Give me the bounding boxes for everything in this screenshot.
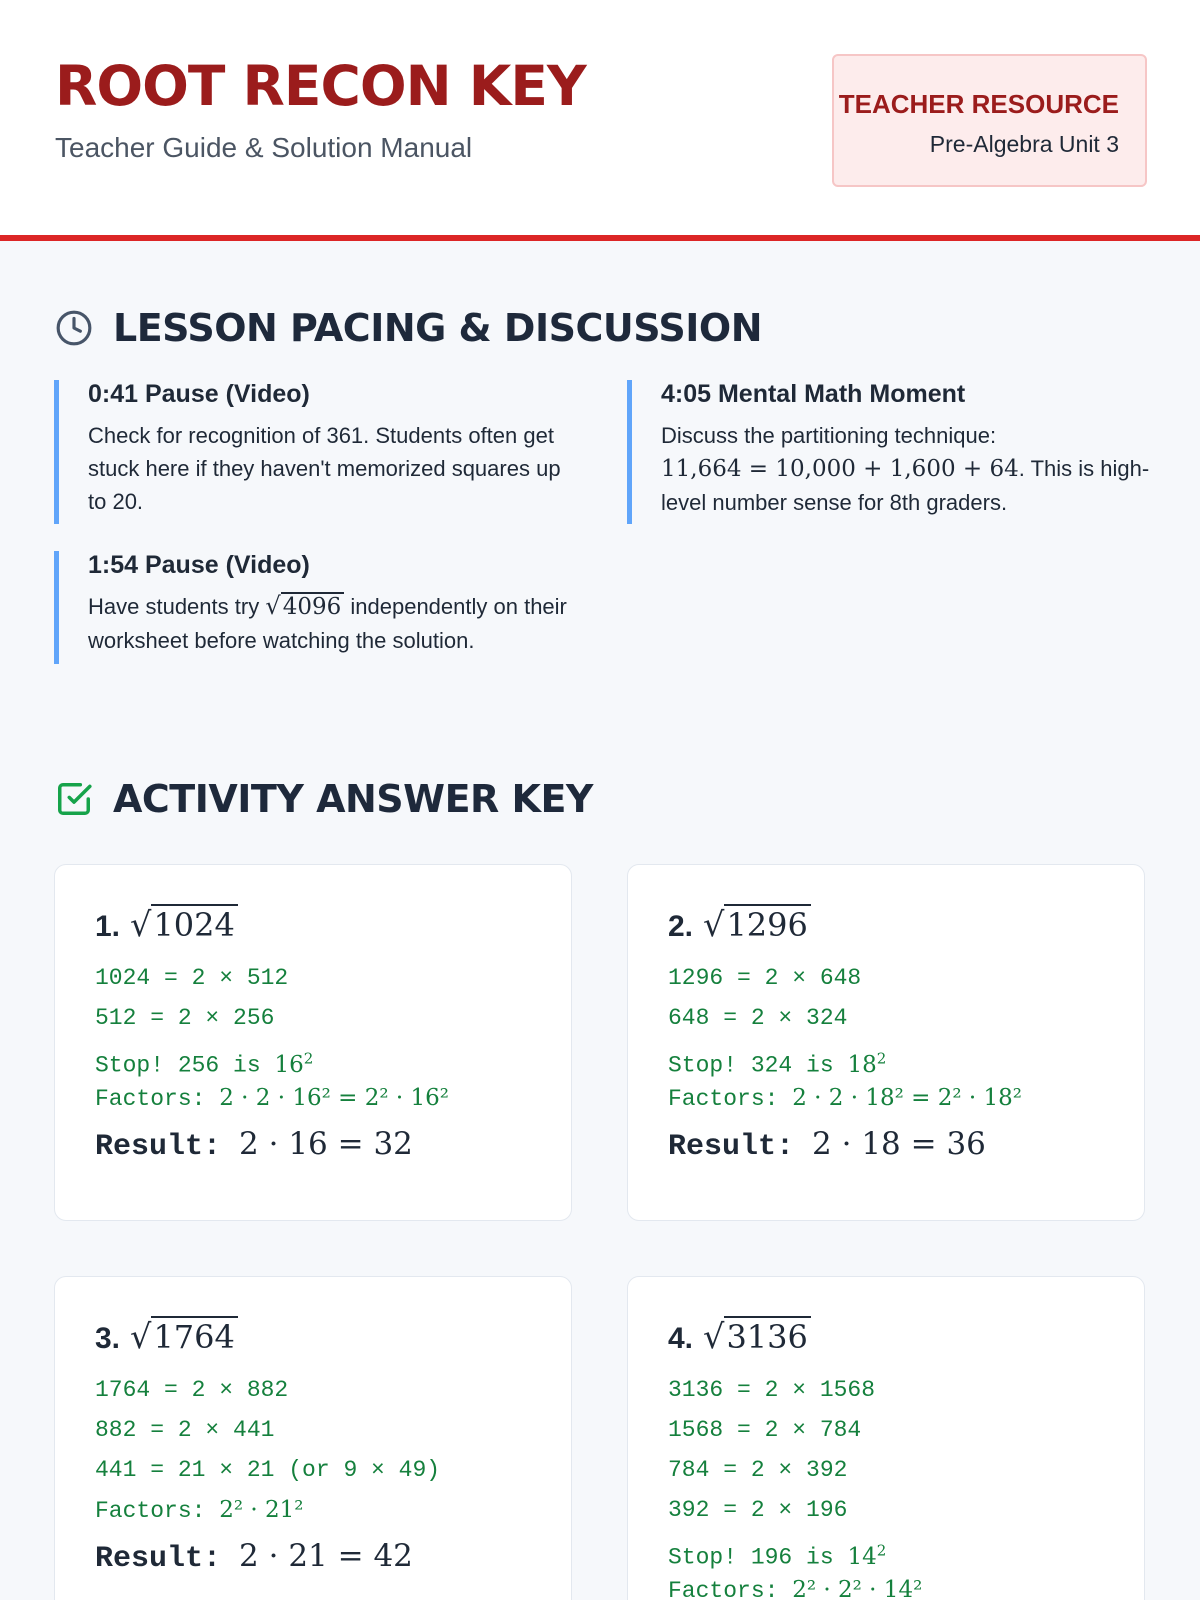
- factor-step: 392 = 2 × 196: [668, 1497, 848, 1523]
- pacing-note-4-05: [627, 380, 1167, 524]
- sqrt-expression: √3136: [703, 1317, 811, 1356]
- square-base: 18: [847, 1051, 877, 1078]
- clock-icon: [55, 309, 93, 347]
- factor-step: 648 = 2 × 324: [668, 1005, 848, 1031]
- answer-card-1: [54, 864, 572, 1221]
- square-base: 16: [274, 1051, 304, 1078]
- note-body: Check for recognition of 361. Students often get stuck here if they haven't memorized squares up to 20.: [88, 423, 561, 514]
- problem-number: 4.: [668, 1322, 694, 1355]
- result-expression: 2 · 16 = 32: [239, 1126, 413, 1162]
- factor-step: 1024 = 2 × 512: [95, 965, 289, 991]
- answer-card-4: [627, 1276, 1145, 1600]
- note-body-text: . This is high-level number sense for 8th graders.: [661, 456, 1150, 515]
- result-line: [668, 1120, 1104, 1168]
- factors-expression: 2² · 2² · 14²: [792, 1577, 923, 1600]
- problem-header: [95, 1317, 531, 1356]
- factor-step: 1764 = 2 × 882: [95, 1377, 289, 1403]
- square-base: 14: [847, 1543, 877, 1570]
- sqrt-expression: √4096: [265, 590, 344, 624]
- radicand: 1764: [151, 1316, 237, 1356]
- factors-label: Factors:: [95, 1086, 206, 1112]
- radicand: 1296: [724, 904, 810, 944]
- problem-number: 1.: [95, 910, 121, 943]
- badge-title: TEACHER RESOURCE: [838, 89, 1119, 119]
- result-label: Result:: [95, 1130, 222, 1164]
- exponent: 2: [303, 1049, 314, 1067]
- result-line: [95, 1120, 531, 1168]
- note-body: [661, 419, 1167, 519]
- factors-line: [668, 1078, 1104, 1118]
- factors-label: Factors:: [668, 1578, 779, 1600]
- sqrt-expression: √1764: [130, 1317, 238, 1356]
- exponent: 2: [876, 1541, 887, 1559]
- problem-header: [668, 1317, 1104, 1356]
- pacing-note-0-41: [54, 380, 574, 524]
- stop-step: [95, 1038, 531, 1078]
- result-expression: 2 · 21 = 42: [239, 1538, 413, 1574]
- factor-step: 882 = 2 × 441: [95, 1417, 275, 1443]
- factors-expression: 2 · 2 · 18² = 2² · 18²: [792, 1085, 1023, 1111]
- checkbox-icon: [55, 780, 93, 818]
- note-title: 0:41 Pause (Video): [88, 380, 310, 408]
- factor-step: 441 = 21 × 21 (or 9 × 49): [95, 1457, 441, 1483]
- note-title: 4:05 Mental Math Moment: [661, 380, 966, 408]
- pacing-section-title: LESSON PACING & DISCUSSION: [113, 306, 762, 350]
- problem-header: [95, 905, 531, 944]
- badge-subtitle: Pre-Algebra Unit 3: [929, 131, 1119, 157]
- page-header: [0, 0, 1200, 241]
- pacing-section-header: [55, 306, 762, 350]
- radicand: 1024: [151, 904, 237, 944]
- factor-step: 784 = 2 × 392: [668, 1457, 848, 1483]
- stop-text: Stop! 324 is: [668, 1052, 834, 1079]
- note-body: [88, 590, 574, 657]
- factor-step: 3136 = 2 × 1568: [668, 1377, 876, 1403]
- note-body-text: Discuss the partitioning technique:: [661, 423, 997, 448]
- page-title: ROOT RECON KEY: [55, 54, 586, 118]
- answer-card-3: [54, 1276, 572, 1600]
- result-label: Result:: [668, 1130, 795, 1164]
- perfect-square: [274, 1049, 314, 1078]
- factors-label: Factors:: [95, 1498, 206, 1524]
- radicand: 3136: [724, 1316, 810, 1356]
- resource-badge: [832, 54, 1147, 187]
- note-body-text: Have students try: [88, 594, 260, 619]
- stop-step: [668, 1038, 1104, 1078]
- factors-line: [95, 1078, 531, 1118]
- factor-step: 1568 = 2 × 784: [668, 1417, 862, 1443]
- note-title: 1:54 Pause (Video): [88, 551, 310, 579]
- answers-section-header: [55, 777, 593, 821]
- factors-label: Factors:: [668, 1086, 779, 1112]
- exponent: 2: [876, 1049, 887, 1067]
- radicand: 4096: [281, 592, 345, 620]
- page-subtitle: Teacher Guide & Solution Manual: [55, 132, 473, 163]
- note-body-text: independently on their worksheet before watching the solution.: [88, 594, 567, 653]
- problem-number: 2.: [668, 910, 694, 943]
- factor-step: 1296 = 2 × 648: [668, 965, 862, 991]
- problem-header: [668, 905, 1104, 944]
- factor-step: 512 = 2 × 256: [95, 1005, 275, 1031]
- partition-equation: 11,664 = 10,000 + 1,600 + 64: [661, 456, 1019, 482]
- factors-expression: 2 · 2 · 16² = 2² · 16²: [219, 1085, 450, 1111]
- pacing-note-1-54: [54, 551, 574, 664]
- factors-line: [668, 1570, 1104, 1600]
- sqrt-expression: √1024: [130, 905, 238, 944]
- factors-expression: 2² · 21²: [219, 1497, 304, 1523]
- stop-text: Stop! 256 is: [95, 1052, 261, 1079]
- answers-section-title: ACTIVITY ANSWER KEY: [113, 777, 593, 821]
- perfect-square: [847, 1541, 887, 1570]
- result-expression: 2 · 18 = 36: [812, 1126, 986, 1162]
- perfect-square: [847, 1049, 887, 1078]
- result-line: [95, 1532, 531, 1580]
- stop-step: [668, 1530, 1104, 1570]
- problem-number: 3.: [95, 1322, 121, 1355]
- sqrt-expression: √1296: [703, 905, 811, 944]
- stop-text: Stop! 196 is: [668, 1544, 834, 1571]
- factors-line: [95, 1490, 531, 1530]
- answer-card-2: [627, 864, 1145, 1221]
- result-label: Result:: [95, 1542, 222, 1576]
